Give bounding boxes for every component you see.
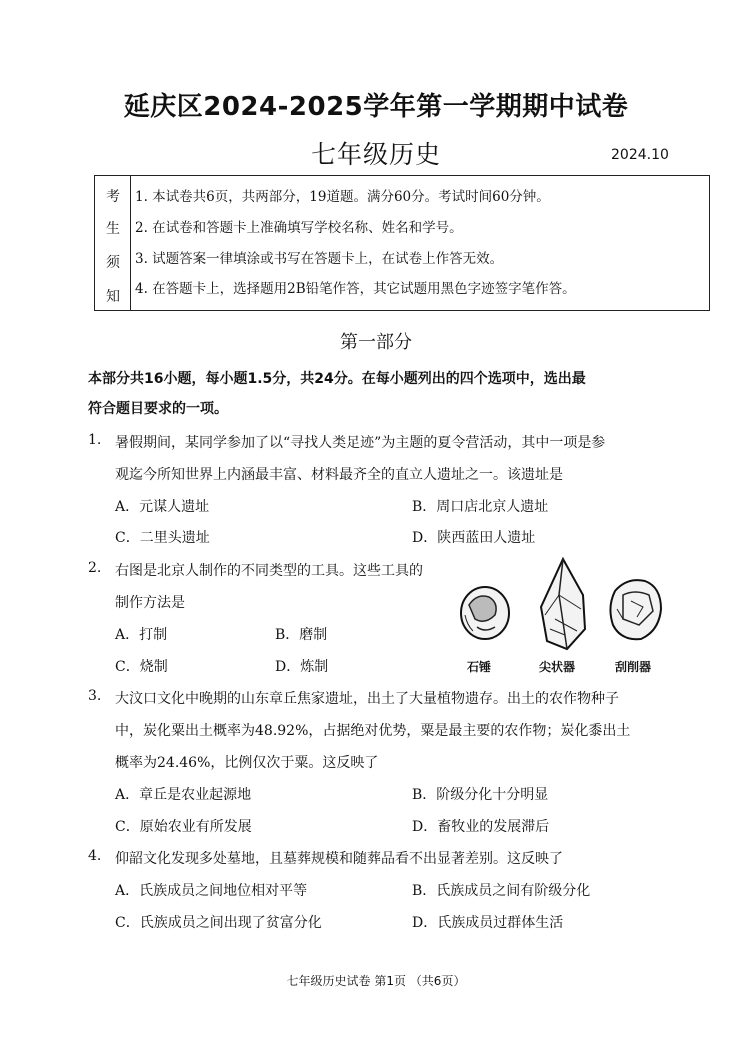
question-number: 1. [88,432,102,448]
notice-head-char: 须 [106,255,120,271]
pointed-tool-drawing [541,559,585,649]
option-a: A．章丘是农业起源地 [115,787,252,803]
stone-tools-figure [455,555,670,675]
notice-head-char: 考 [106,189,120,205]
option-c: C．原始农业有所发展 [115,819,252,835]
question-text: 右图是北京人制作的不同类型的工具。这些工具的 [115,563,423,579]
option-c: C．烧制 [115,659,168,675]
scraper-drawing [610,580,661,639]
exam-date: 2024.10 [611,147,669,163]
question-text: 制作方法是 [115,595,185,611]
tool-label-pointed: 尖状器 [539,660,576,674]
tool-label-scraper: 刮削器 [615,660,652,674]
question-text: 暑假期间，某同学参加了以“寻找人类足迹”为主题的夏令营活动，其中一项是参 [115,435,606,451]
option-b: B．氏族成员之间有阶级分化 [412,883,591,899]
stone-tools-drawing [455,555,670,655]
option-d: D．炼制 [275,659,329,675]
exam-subtitle: 七年级历史 [310,140,441,169]
notice-box [94,175,710,311]
question-text: 观迄今所知世界上内涵最丰富、材料最齐全的直立人遗址之一。该遗址是 [115,467,563,483]
option-c: C．氏族成员之间出现了贫富分化 [115,915,322,931]
notice-item: 2. 在试卷和答题卡上准确填写学校名称、姓名和学号。 [135,220,463,236]
option-d: D．陕西蓝田人遗址 [412,530,536,546]
option-b: B．周口店北京人遗址 [412,499,549,515]
option-d: D．畜牧业的发展滞后 [412,819,550,835]
option-d: D．氏族成员过群体生活 [412,915,564,931]
question-text: 大汶口文化中晚期的山东章丘焦家遗址，出土了大量植物遗存。出土的农作物种子 [115,691,619,707]
section-intro-line2: 符合题目要求的一项。 [88,401,228,417]
section-intro-line1: 本部分共16小题，每小题1.5分，共24分。在每小题列出的四个选项中，选出最 [88,371,586,387]
page-footer: 七年级历史试卷 第1页 （共6页） [286,974,466,988]
notice-item: 3. 试题答案一律填涂或书写在答题卡上，在试卷上作答无效。 [135,251,504,267]
notice-item: 4. 在答题卡上，选择题用2B铅笔作答，其它试题用黑色字迹签字笔作答。 [135,281,576,297]
notice-heading [95,176,131,310]
section-title: 第一部分 [340,332,412,353]
option-c: C．二里头遗址 [115,530,210,546]
question-text: 中，炭化粟出土概率为48.92%，占据绝对优势，粟是最主要的农作物；炭化黍出土 [115,723,631,739]
question-number: 3. [88,688,102,704]
option-b: B．磨制 [275,627,328,643]
tool-label-hammerstone: 石锤 [467,660,492,674]
option-a: A．打制 [115,627,168,643]
notice-head-char: 知 [106,289,120,305]
question-text: 概率为24.46%，比例仅次于粟。这反映了 [115,755,379,771]
question-text: 仰韶文化发现多处墓地，且墓葬规模和随葬品看不出显著差别。这反映了 [115,851,563,867]
option-b: B．阶级分化十分明显 [412,787,549,803]
notice-head-char: 生 [106,221,120,237]
hammerstone-drawing [461,587,509,639]
exam-title: 延庆区2024-2025学年第一学期期中试卷 [123,92,629,122]
question-number: 4. [88,848,102,864]
option-a: A．氏族成员之间地位相对平等 [115,883,308,899]
question-number: 2. [88,560,102,576]
option-a: A．元谋人遗址 [115,499,210,515]
notice-item: 1. 本试卷共6页，共两部分，19道题。满分60分。考试时间60分钟。 [135,189,550,205]
